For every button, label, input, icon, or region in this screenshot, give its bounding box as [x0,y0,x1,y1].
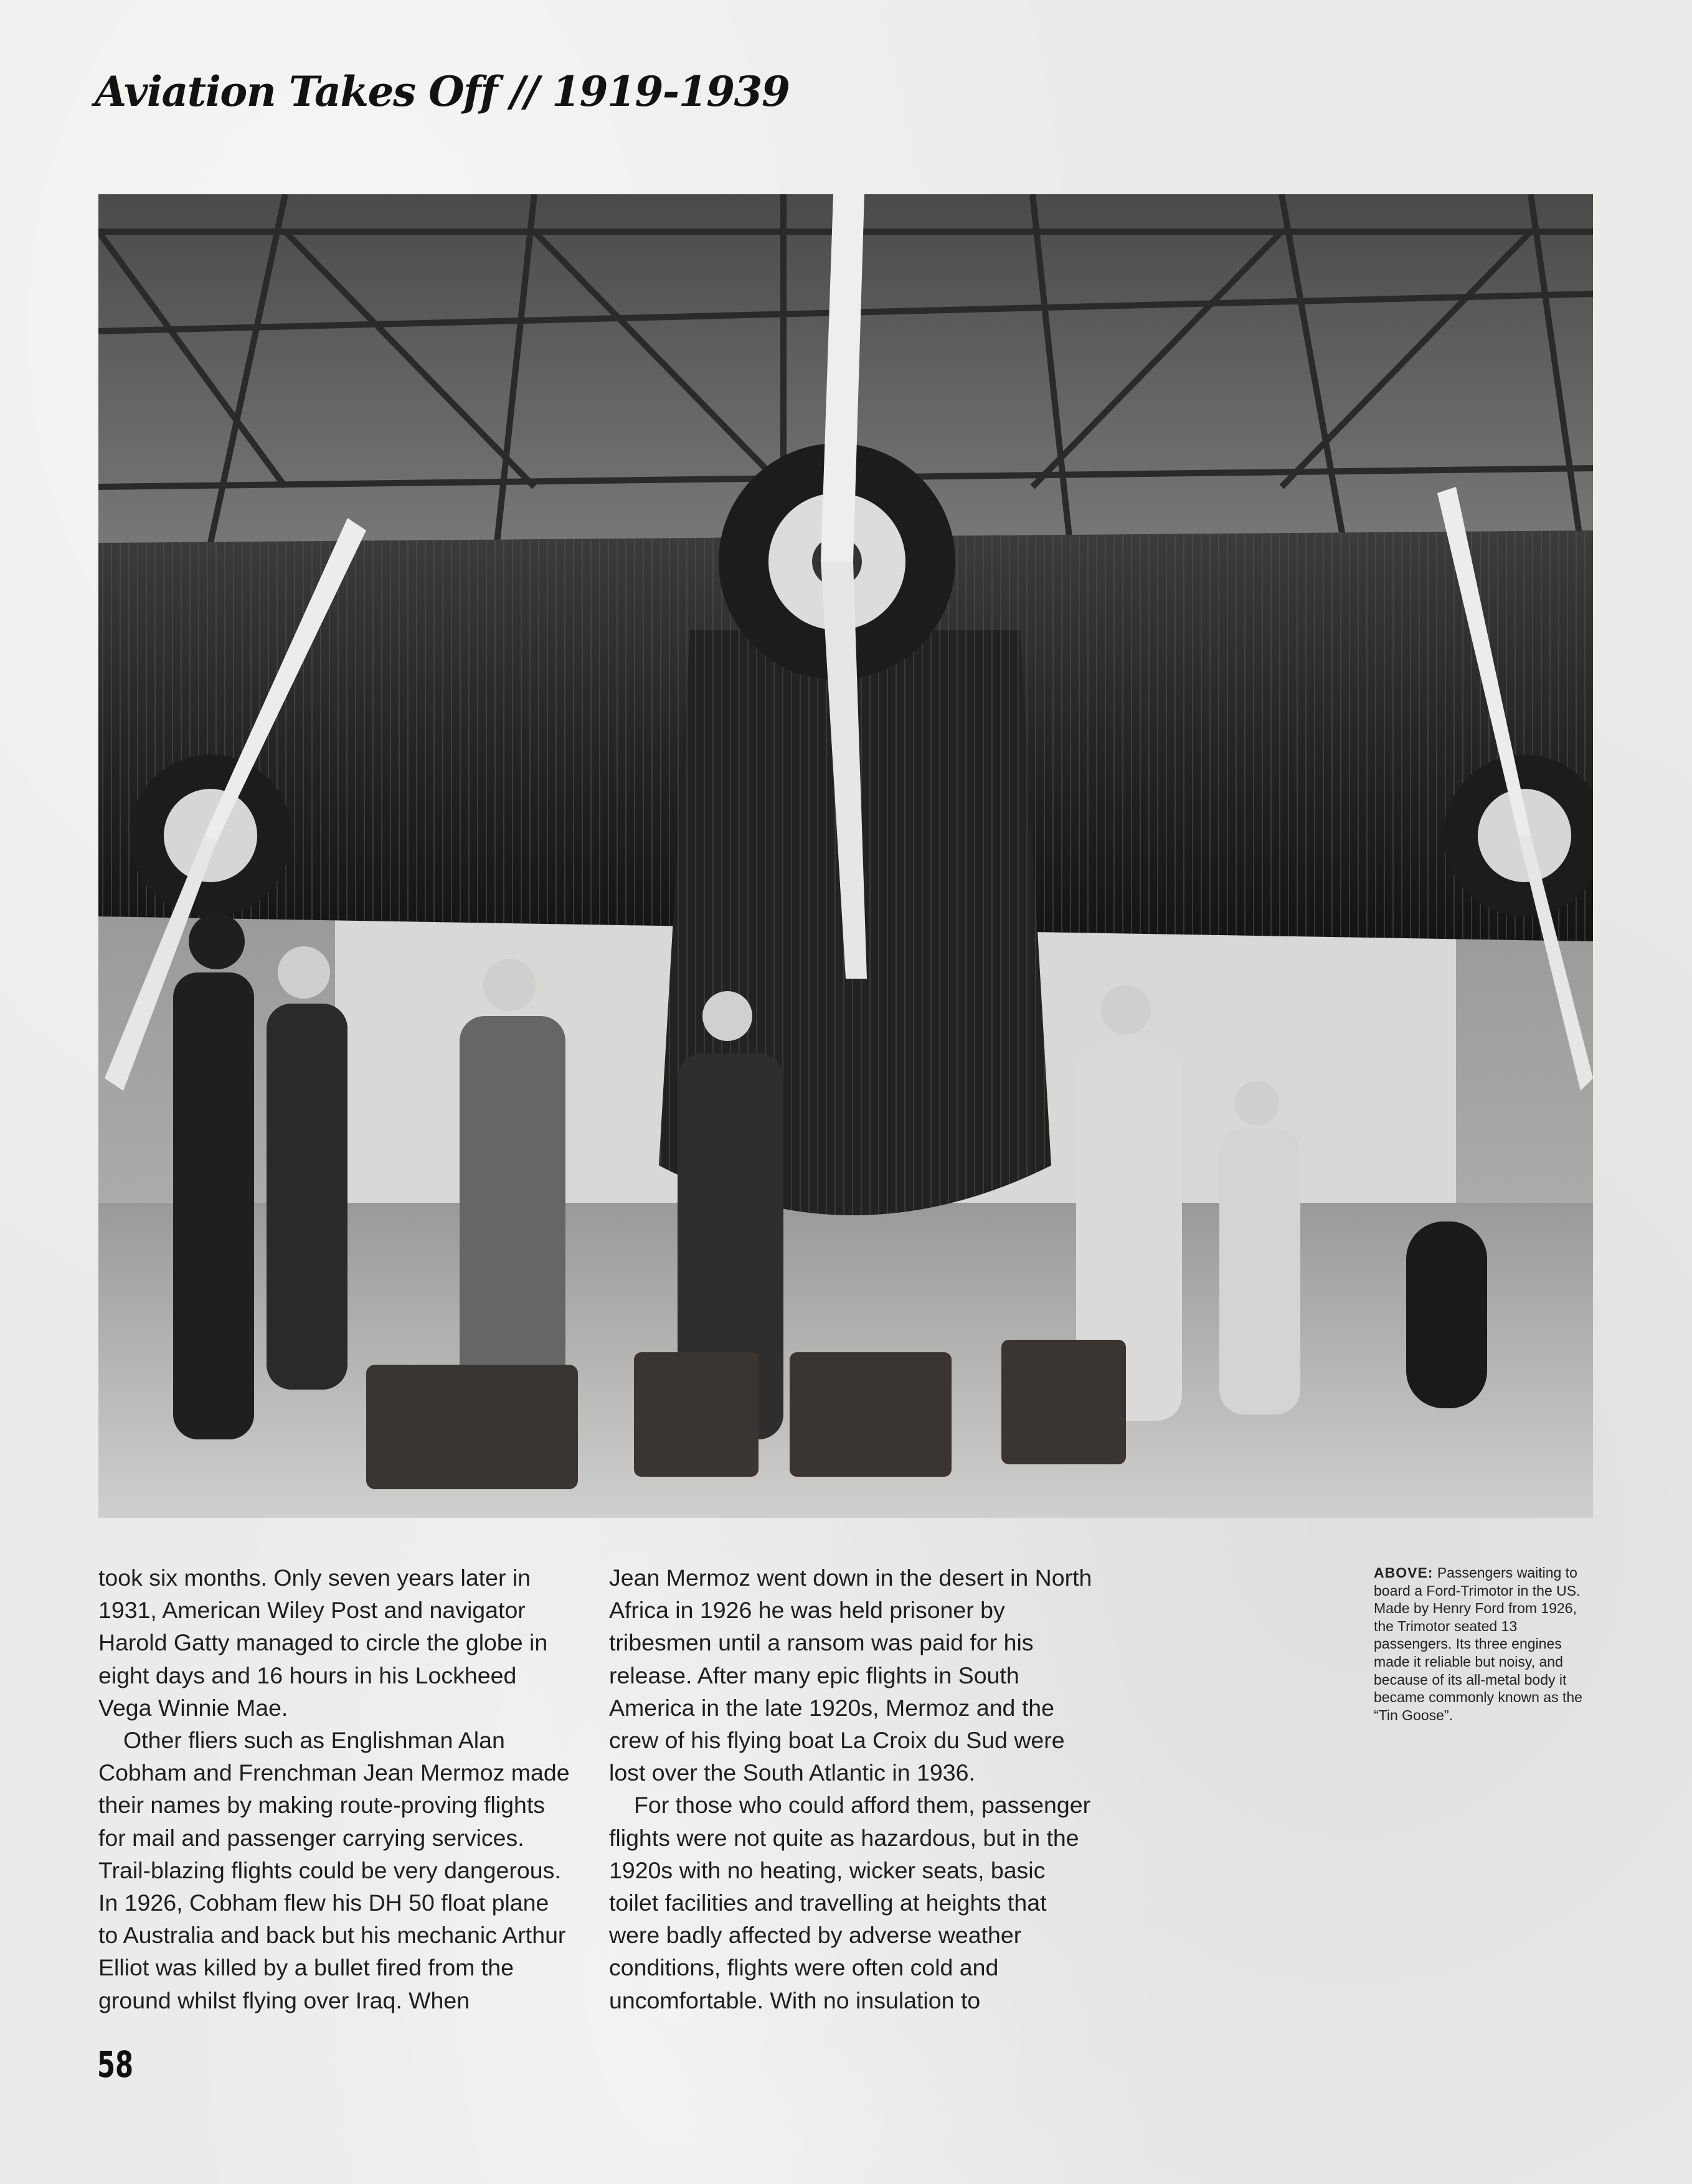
page-number: 58 [97,2043,134,2086]
body-column-2 [609,1561,1095,2017]
page-header-title: Aviation Takes Off // 1919-1939 [95,67,790,116]
body-paragraph: took six months. Only seven years later in 1931, American Wiley Post and navigator Harold Gatty managed to circle the globe in eight days and 16 hours in his Lockheed Vega Winnie Mae. [98,1565,548,1721]
trimotor-photo [98,194,1593,1518]
photo-caption [1374,1564,1592,1724]
body-paragraph: For those who could afford them, passenger flights were not quite as hazardous, but in the 1920s with no heating, wicker seats, basic toilet facilities and travelling at heights that were badly affected by adverse weather conditions, flights were often cold and uncomfortable. With no insulation to [609,1792,1091,2013]
caption-text: Passengers waiting to board a Ford-Trimotor in the US. Made by Henry Ford from 1926, the Trimotor seated 13 passengers. Its three engines made it reliable but noisy, and because of its all-metal body it became commonly known as the “Tin Goose”. [1374,1565,1582,1723]
caption-label: ABOVE: [1374,1565,1434,1581]
body-column-1 [98,1561,572,2017]
body-paragraph: Other fliers such as Englishman Alan Cobham and Frenchman Jean Mermoz made their names by making route-proving flights for mail and passenger carrying services. Trail-blazing flights could be very dangerous. In 1926, Cobham flew his DH 50 float plane to Australia and back but his mechanic Arthur Elliot was killed by a bullet fired from the ground whilst flying over Iraq. When [98,1727,570,2013]
body-paragraph: Jean Mermoz went down in the desert in North Africa in 1926 he was held prisoner by tribesmen until a ransom was paid for his release. After many epic flights in South America in the late 1920s, Mermoz and the crew of his flying boat La Croix du Sud were lost over the South Atlantic in 1936. [609,1565,1092,1786]
trimotor-illustration [98,194,1593,1518]
